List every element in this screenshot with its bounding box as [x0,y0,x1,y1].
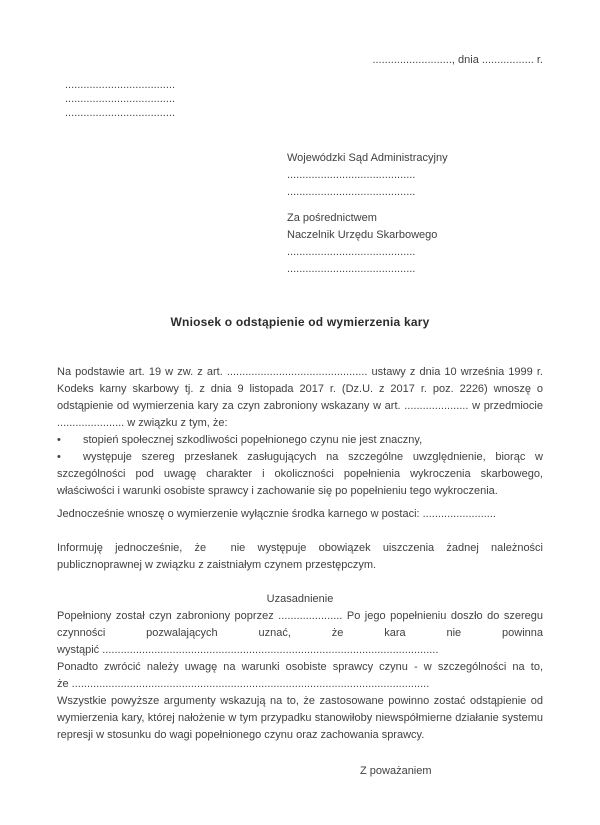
justification-paragraph: Ponadto zwrócić należy uwagę na warunki osobiste sprawcy czynu - w szczególności na to, że ..................................................................................................................... [57,661,543,690]
bullet-text: występuje szereg przesłanek zasługujących na szczególne uwzględnienie, biorąc w szczególności pod uwagę charakter i okoliczności popełnienia wykroczenia skarbowego, właściwości i warunki osobiste sprawcy i zachowanie się po popełnieniu tego wykroczenia. [57,451,543,497]
date-line: .........................., dnia ................. r. [372,54,543,66]
via-authority-name: Naczelnik Urzędu Skarbowego [287,229,438,241]
closing-salutation: Z poważaniem [360,765,432,777]
via-fill-in-line: .......................................... [287,263,416,275]
via-fill-in-line: .......................................... [287,246,416,258]
justification-heading: Uzasadnienie [266,593,334,605]
via-label: Za pośrednictwem [287,212,377,224]
sender-fill-in-line: .................................... [65,79,176,91]
bullet-item [57,432,543,449]
justification-paragraph: Popełniony został czyn zabroniony poprzez ..................... Po jego popełnieniu doszło do szeregu czynności pozwalających uznać, że kara nie powinna wystąpić .............................................................................................................. [57,610,543,656]
recipient-block [287,150,543,278]
request-paragraph: Jednocześnie wnoszę o wymierzenie wyłącznie środka karnego w postaci: ........................ [57,508,496,520]
bullet-icon: • [57,451,61,463]
recipient-fill-in-line: .......................................... [287,169,416,181]
intro-paragraph: Na podstawie art. 19 w zw. z art. .............................................. ustawy z dnia 10 września 1999 r. Kodeks karny skarbowy tj. z dnia 9 listopada 2017 r. (Dz.U. z 2017 r. poz. 2226) wnoszę o odstąpienie od wymierzenia kary za czyn zabroniony wskazany w art. ..................... w przedmiocie ...................... w związku z tym, że: [57,366,543,429]
sender-fill-in-line: .................................... [65,107,176,119]
justification-paragraph: Wszystkie powyższe argumenty wskazują na to, że zastosowane powinno zostać odstąpienie od wymierzenia kary, której nałożenie w tym przypadku stanowiłoby niewspółmierne działanie systemu represji w stosunku do wagi popełnionego czynu oraz zachowania sprawcy. [57,695,543,741]
sender-block [65,78,543,120]
info-paragraph: Informuję jednocześnie, że nie występuje obowiązek uiszczenia żadnej należności publicznoprawnej w związku z zaistniałym czynem przestępczym. [57,542,543,571]
bullet-icon: • [57,434,61,446]
document-title: Wniosek o odstąpienie od wymierzenia kary [170,315,430,329]
recipient-fill-in-line: .......................................... [287,186,416,198]
sender-fill-in-line: .................................... [65,93,176,105]
bullet-text: stopień społecznej szkodliwości popełnionego czynu nie jest znaczny, [83,434,423,446]
recipient-court-name: Wojewódzki Sąd Administracyjny [287,152,448,164]
bullet-item [57,449,543,500]
